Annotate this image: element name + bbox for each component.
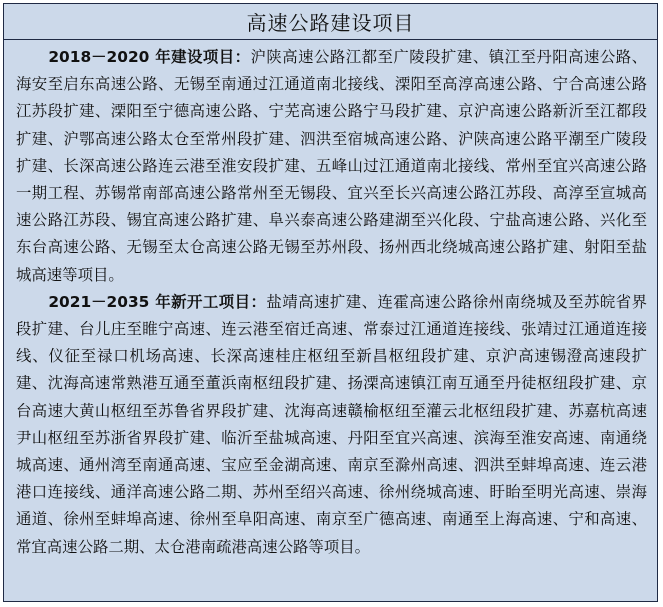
title-bar: [4, 4, 657, 40]
section-2021-2035: [16, 289, 647, 561]
panel-content: [4, 40, 657, 561]
section-2018-2020: [16, 44, 647, 289]
info-panel: [3, 3, 658, 602]
section-body-2021-2035: 盐靖高速扩建、连霍高速公路徐州南绕城及至苏皖省界段扩建、台儿庄至睢宁高速、连云港至宿迁高速、常泰过江通道连接线、张靖过江通道连接线、仪征至禄口机场高速、长深高速桂庄枢纽至新昌枢纽段扩建、京沪高速锡澄高速段扩建、沈海高速常熟港互通至董浜南枢纽段扩建、扬溧高速镇江南互通至丹徒枢纽段扩建、京台高速大黄山枢纽至苏鲁省界段扩建、沈海高速赣榆枢纽至灌云北枢纽段扩建、苏嘉杭高速尹山枢纽至苏浙省界段扩建、临沂至盐城高速、丹阳至宜兴高速、滨海至淮安高速、南通绕城高速、通州湾至南通高速、宝应至金湖高速、南京至滁州高速、泗洪至蚌埠高速、连云港港口连接线、通洋高速公路二期、苏州至绍兴高速、徐州绕城高速、盱眙至明光高速、崇海通道、徐州至蚌埠高速、徐州至阜阳高速、南京至广德高速、南通至上海高速、宁和高速、常宜高速公路二期、太仓港南疏港高速公路等项目。: [16, 292, 647, 556]
section-body-2018-2020: 沪陕高速公路江都至广陵段扩建、镇江至丹阳高速公路、海安至启东高速公路、无锡至南通过江通道南北接线、溧阳至高淳高速公路、宁合高速公路江苏段扩建、溧阳至宁德高速公路、宁芜高速公路宁马段扩建、京沪高速公路新沂至江都段扩建、沪鄂高速公路太仓至常州段扩建、泗洪至宿城高速公路、沪陕高速公路平潮至广陵段扩建、长深高速公路连云港至淮安段扩建、五峰山过江通道南北接线、常州至宜兴高速公路一期工程、苏锡常南部高速公路常州至无锡段、宜兴至长兴高速公路江苏段、高淳至宣城高速公路江苏段、锡宜高速公路扩建、阜兴泰高速公路建湖至兴化段、宁盐高速公路、兴化至东台高速公路、无锡至太仓高速公路无锡至苏州段、扬州西北绕城高速公路扩建、射阳至盐城高速等项目。: [16, 48, 647, 284]
section-lead-2021-2035: 2021－2035 年新开工项目：: [48, 292, 267, 311]
section-lead-2018-2020: 2018－2020 年建设项目：: [48, 48, 251, 66]
panel-title: 高速公路建设项目: [246, 11, 415, 35]
